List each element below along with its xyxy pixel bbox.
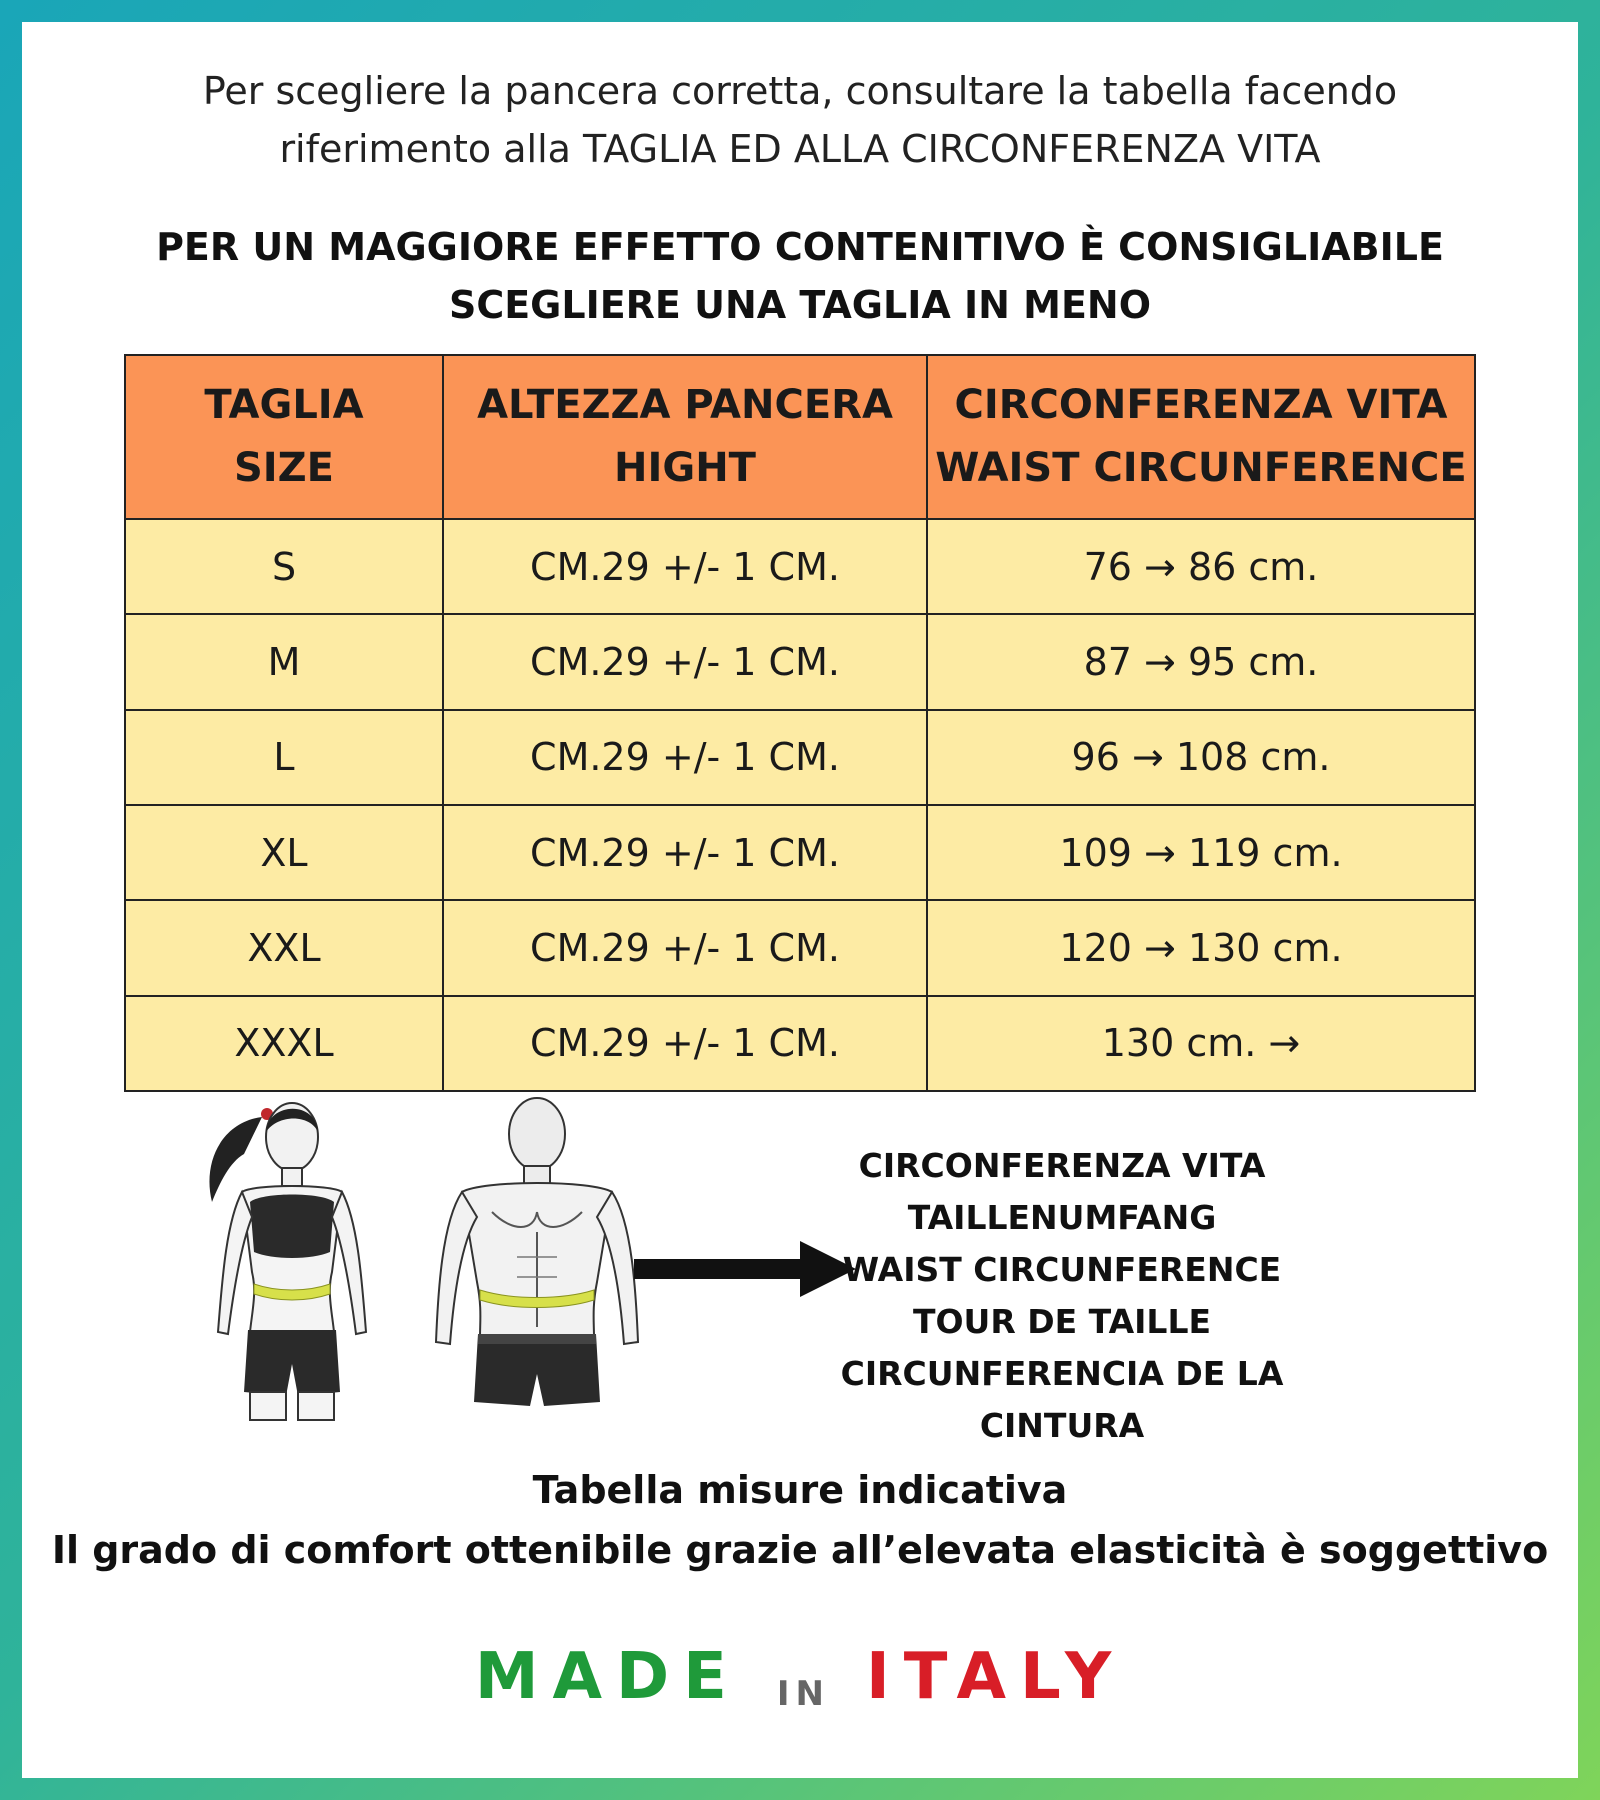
cell-waist: 96 → 108 cm. [927,710,1475,805]
intro-line-2: riferimento alla TAGLIA ED ALLA CIRCONFERENZA VITA [279,127,1321,171]
advice-line-2: SCEGLIERE UNA TAGLIA IN MENO [448,283,1152,327]
made-word: MADE [474,1640,741,1714]
woman-figure-icon [182,1092,382,1422]
man-figure-icon [422,1092,652,1422]
table-row [125,614,1475,709]
size-chart-card [22,22,1578,1778]
header-size-it: TAGLIA [204,382,364,428]
cell-waist: 109 → 119 cm. [927,805,1475,900]
header-height-it: ALTEZZA PANCERA [477,382,893,428]
intro-line-1: Per scegliere la pancera corretta, consultare la tabella facendo [202,69,1398,113]
header-height [443,355,927,519]
advice-text [22,218,1578,334]
waist-label-fr: TOUR DE TAILLE [912,1302,1212,1341]
cell-waist: 76 → 86 cm. [927,519,1475,614]
italy-word: ITALY [865,1640,1126,1714]
table-row [125,710,1475,805]
size-table [124,354,1476,1092]
cell-waist: 130 cm. → [927,996,1475,1091]
cell-height: CM.29 +/- 1 CM. [443,900,927,995]
waist-label-en: WAIST CIRCUNFERENCE [842,1250,1282,1289]
header-height-en: HIGHT [614,445,756,491]
made-in-italy-logo [22,1640,1578,1714]
header-size [125,355,443,519]
header-waist [927,355,1475,519]
footnote-line-2: Il grado di comfort ottenibile grazie all’elevata elasticità è soggettivo [51,1528,1549,1572]
footnote [22,1460,1578,1580]
header-waist-it: CIRCONFERENZA VITA [954,382,1448,428]
cell-height: CM.29 +/- 1 CM. [443,805,927,900]
table-row [125,519,1475,614]
cell-size: S [125,519,443,614]
cell-height: CM.29 +/- 1 CM. [443,996,927,1091]
waist-label-it: CIRCONFERENZA VITA [858,1146,1266,1185]
table-row [125,900,1475,995]
cell-height: CM.29 +/- 1 CM. [443,614,927,709]
table-row [125,996,1475,1091]
cell-height: CM.29 +/- 1 CM. [443,519,927,614]
advice-line-1: PER UN MAGGIORE EFFETTO CONTENITIVO È CONSIGLIABILE [156,225,1444,269]
table-header-row [125,355,1475,519]
in-word: IN [776,1673,830,1714]
waist-label-es: CIRCUNFERENCIA DE LA CINTURA [840,1354,1284,1445]
waist-label-de: TAILLENUMFANG [907,1198,1217,1237]
cell-size: L [125,710,443,805]
cell-size: XXXL [125,996,443,1091]
waist-labels [762,1140,1362,1452]
intro-text [22,62,1578,178]
cell-height: CM.29 +/- 1 CM. [443,710,927,805]
cell-size: M [125,614,443,709]
header-waist-en: WAIST CIRCUNFERENCE [935,445,1467,491]
cell-waist: 87 → 95 cm. [927,614,1475,709]
header-size-en: SIZE [233,445,335,491]
cell-size: XL [125,805,443,900]
table-row [125,805,1475,900]
cell-waist: 120 → 130 cm. [927,900,1475,995]
footnote-line-1: Tabella misure indicativa [532,1468,1068,1512]
cell-size: XXL [125,900,443,995]
